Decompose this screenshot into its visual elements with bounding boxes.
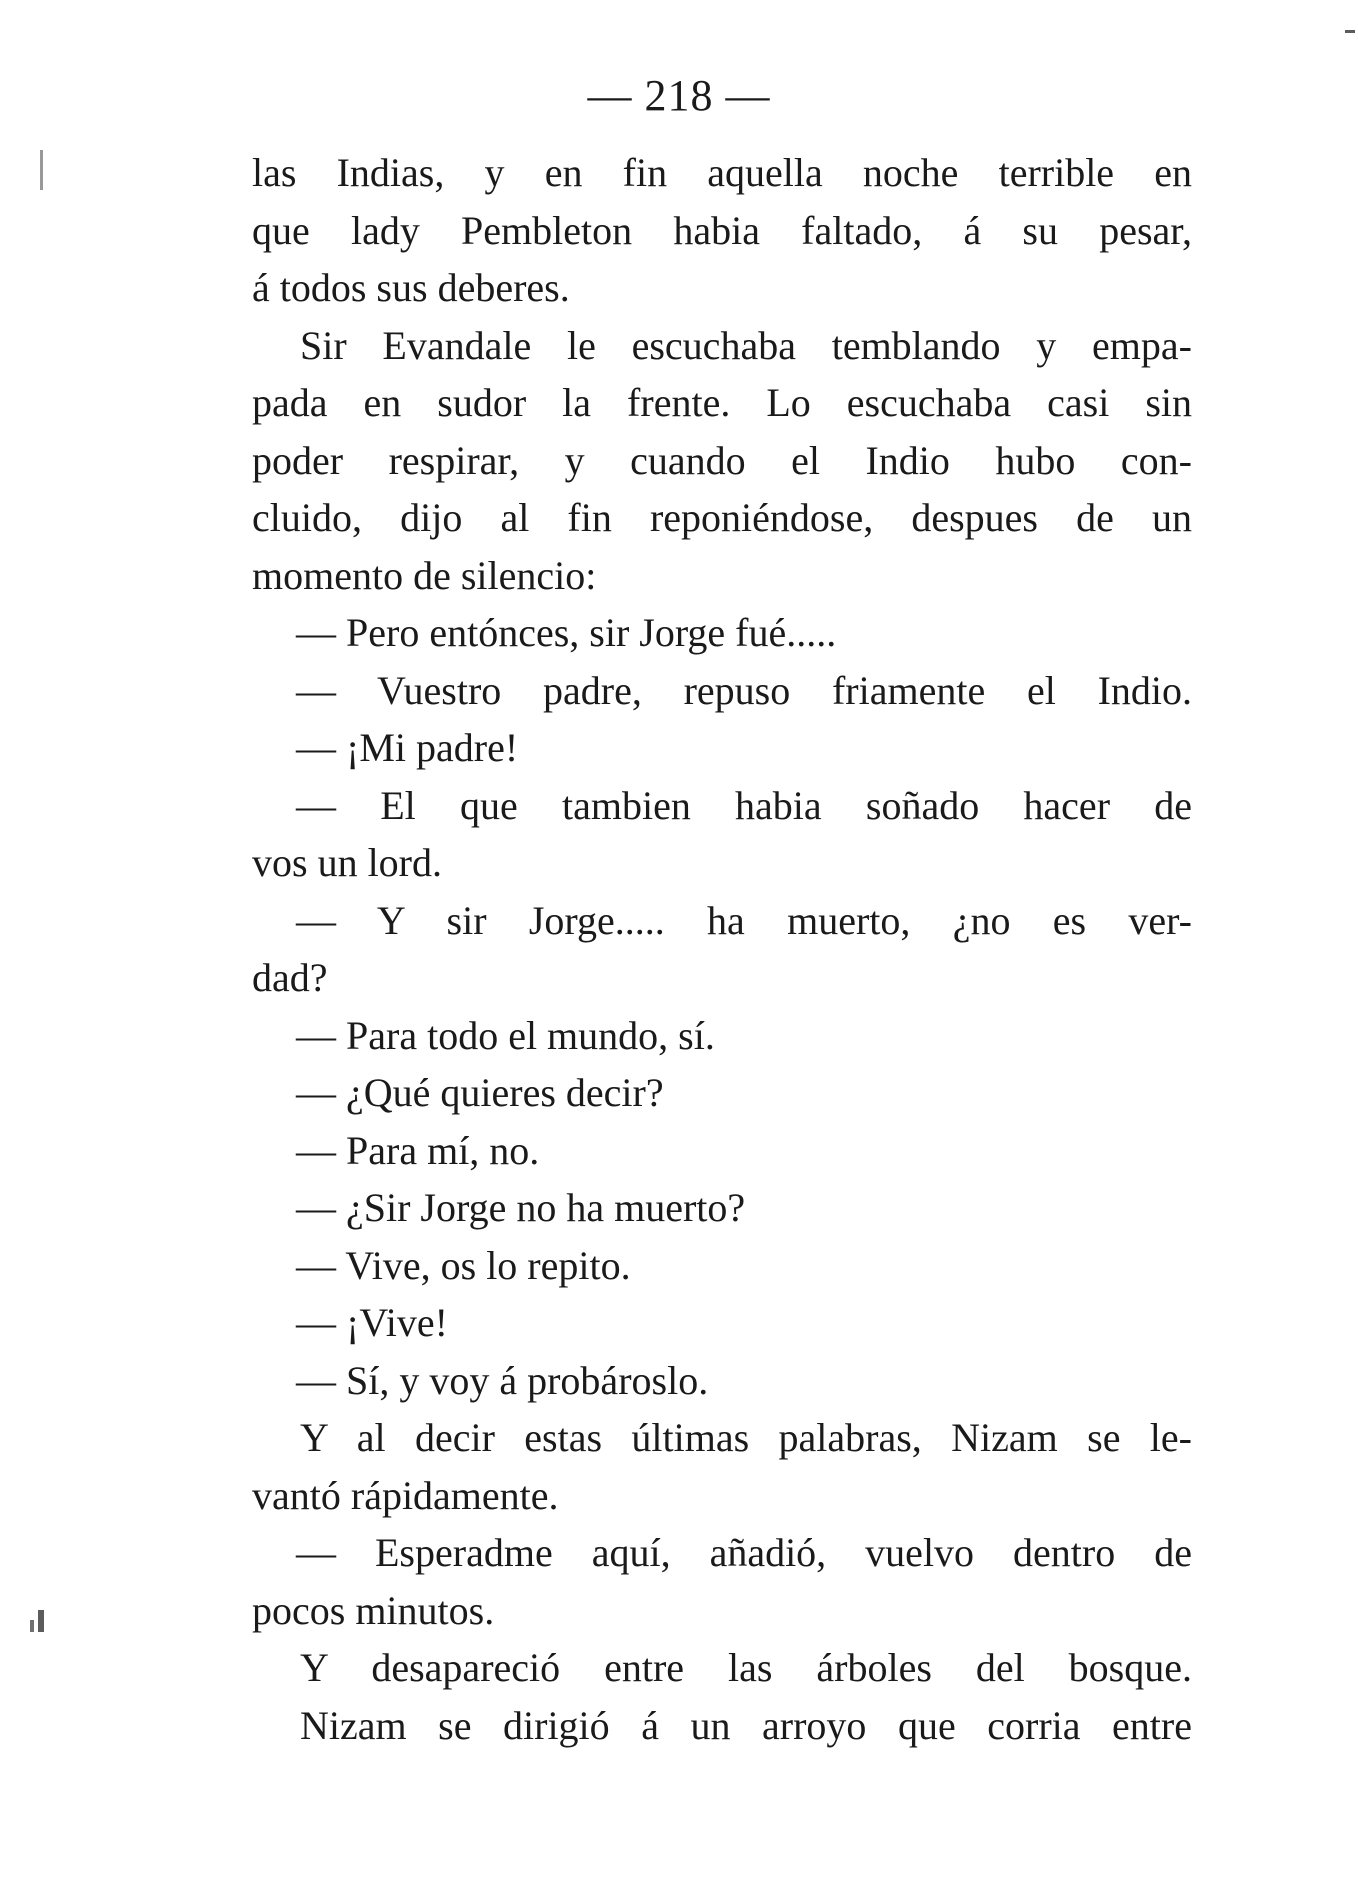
text-line: pada en sudor la frente. Lo escuchaba casi sin [252,380,1192,425]
text-line: Nizam se dirigió á un arroyo que corria entre [300,1702,1192,1748]
speck [38,1610,44,1632]
text-line: Y al decir estas últimas palabras, Nizam se le- [300,1415,1192,1460]
text-line: Sir Evandale le escuchaba temblando y empa- [300,322,1192,368]
text-line: — Vuestro padre, repuso friamente el Indio. [296,667,1192,713]
text-line: pocos minutos. [252,1587,495,1633]
text-line: — Vive, os lo repito. [296,1242,631,1288]
speck [1345,30,1355,33]
text-line: poder respirar, y cuando el Indio hubo con- [252,437,1192,483]
text-line: — Esperadme aquí, añadió, vuelvo dentro de [296,1530,1192,1575]
text-line: — Pero entónces, sir Jorge fué..... [296,610,837,655]
text-line: momento de silencio: [252,552,597,598]
text-line: — Y sir Jorge..... ha muerto, ¿no es ver- [296,897,1192,943]
speck [30,1620,34,1632]
text-line: que lady Pembleton habia faltado, á su pesar, [252,207,1192,253]
text-line: las Indias, y en fin aquella noche terrible en [252,150,1192,195]
text-line: — ¡Vive! [296,1300,448,1345]
text-line: á todos sus deberes. [252,265,570,310]
text-line: — ¿Sir Jorge no ha muerto? [296,1185,746,1230]
text-line: — Sí, y voy á probároslo. [296,1357,709,1403]
text-line: dad? [252,955,328,1000]
text-line: Y desapareció entre las árboles del bosque. [300,1645,1192,1690]
text-line: — El que tambien habia soñado hacer de [296,782,1192,828]
text-line: vos un lord. [252,840,442,885]
speck [40,150,43,190]
text-line: vantó rápidamente. [252,1472,559,1518]
text-line: — ¿Qué quieres decir? [296,1070,664,1115]
text-line: — Para todo el mundo, sí. [296,1012,715,1058]
body-text [252,144,1192,1754]
page-number: — 218 — [587,71,771,120]
text-line: — ¡Mi padre! [296,725,519,770]
text-line: cluido, dijo al fin reponiéndose, despues de un [252,495,1192,540]
text-line: — Para mí, no. [296,1127,540,1173]
